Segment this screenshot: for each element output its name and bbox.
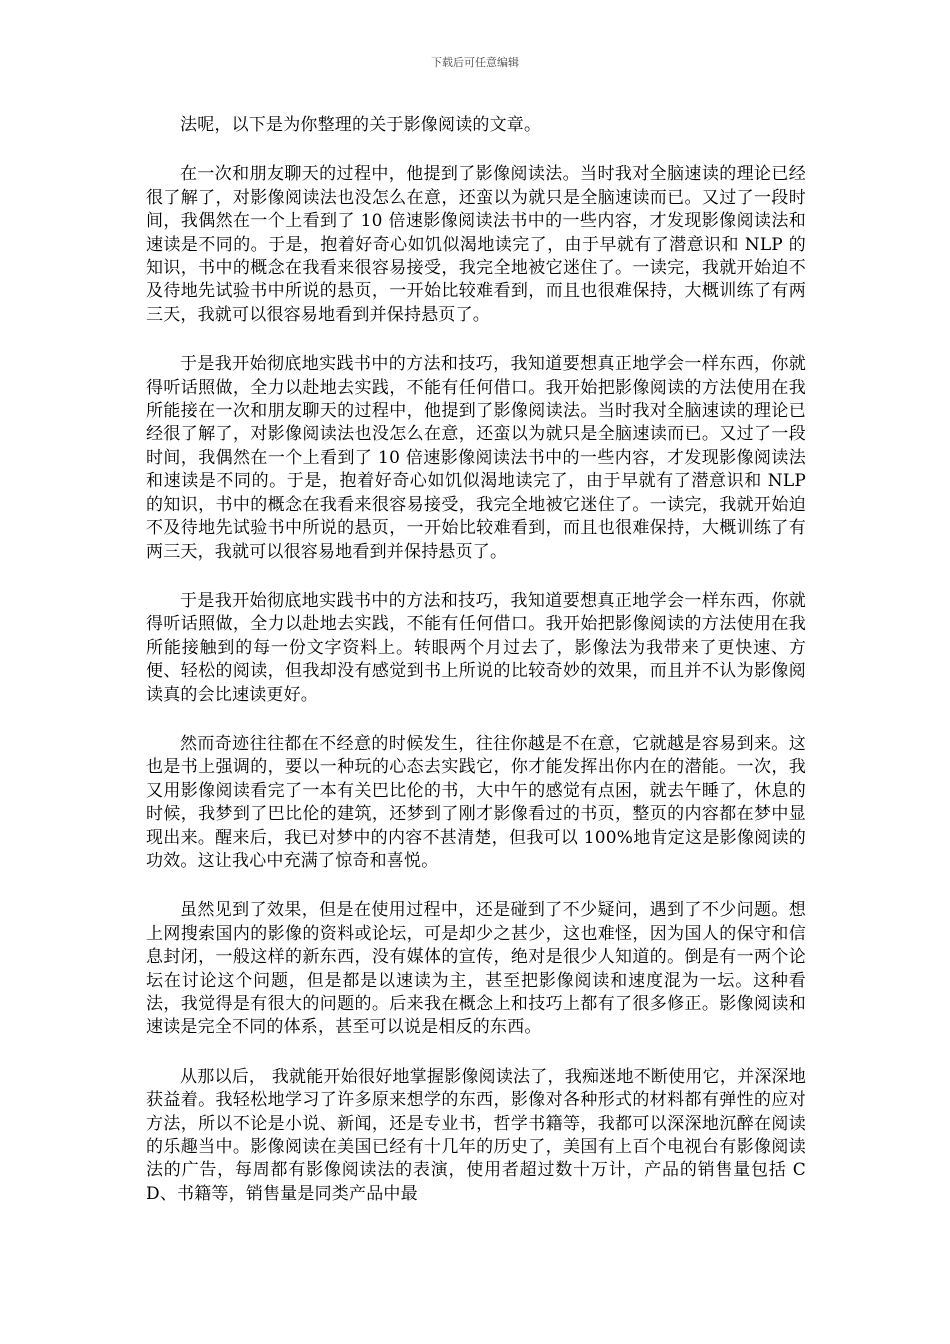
- paragraph: 然而奇迹往往都在不经意的时候发生，往往你越是不在意，它就越是容易到来。这也是书上强调的，要以一种玩的心态去实践它，你才能发挥出你内在的潜能。一次，我又用影像阅读看完了一本有关巴比伦的书，大中午的感觉有点困，就去午睡了，休息的时候，我梦到了巴比伦的建筑，还梦到了刚才影像看过的书页，整页的内容都在梦中显现出来。醒来后，我已对梦中的内容不甚清楚，但我可以 100%地肯定这是影像阅读的功效。这让我心中充满了惊奇和喜悦。: [146, 733, 806, 871]
- paragraph: 于是我开始彻底地实践书中的方法和技巧，我知道要想真正地学会一样东西，你就得听话照做，全力以赴地去实践，不能有任何借口。我开始把影像阅读的方法使用在我所能接在一次和朋友聊天的过程中，他提到了影像阅读法。当时我对全脑速读的理论已经很了解了，对影像阅读法也没怎么在意，还蛮以为就只是全脑速读而已。又过了一段时间，我偶然在一个上看到了 10 倍速影像阅读法书中的一些内容，才发现影像阅读法和速读是不同的。于是，抱着好奇心如饥似渴地读完了，由于早就有了潜意识和 NLP 的知识，书中的概念在我看来很容易接受，我完全地被它迷住了。一读完，我就开始迫不及待地先试验书中所说的悬页，一开始比较难看到，而且也很难保持，大概训练了有两三天，我就可以很容易地看到并保持悬页了。: [146, 354, 806, 562]
- paragraph: 于是我开始彻底地实践书中的方法和技巧，我知道要想真正地学会一样东西，你就得听话照做，全力以赴地去实践，不能有任何借口。我开始把影像阅读的方法使用在我所能接触到的每一份文字资料上。转眼两个月过去了，影像法为我带来了更快速、方便、轻松的阅读，但我却没有感觉到书上所说的比较奇妙的效果，而且并不认为影像阅读真的会比速读更好。: [146, 590, 806, 705]
- paragraph: 法呢，以下是为你整理的关于影像阅读的文章。: [180, 115, 542, 135]
- paragraph: 在一次和朋友聊天的过程中，他提到了影像阅读法。当时我对全脑速读的理论已经很了解了，对影像阅读法也没怎么在意，还蛮以为就只是全脑速读而已。又过了一段时间，我偶然在一个上看到了 10 倍速影像阅读法书中的一些内容，才发现影像阅读法和速读是不同的。于是，抱着好奇心如饥似渴地读完了，由于早就有了潜意识和 NLP 的知识，书中的概念在我看来很容易接受，我完全地被它迷住了。一读完，我就开始迫不及待地先试验书中所说的悬页，一开始比较难看到，而且也很难保持，大概训练了有两三天，我就可以很容易地看到并保持悬页了。: [146, 164, 806, 325]
- paragraph: 虽然见到了效果，但是在使用过程中，还是碰到了不少疑问，遇到了不少问题。想上网搜索国内的影像的资料或论坛，可是却少之甚少，这也难怪，因为国人的保守和信息封闭，一般这样的新东西，没有媒体的宣传，绝对是很少人知道的。倒是有一两个论坛在讨论这个问题，但是都是以速读为主，甚至把影像阅读和速度混为一坛。这种看法，我觉得是有很大的问题的。后来我在概念上和技巧上都有了很多修正。影像阅读和速读是完全不同的体系，甚至可以说是相反的东西。: [146, 900, 806, 1038]
- paragraph: 从那以后， 我就能开始很好地掌握影像阅读法了，我痴迷地不断使用它，并深深地获益着。我轻松地学习了许多原来想学的东西，影像对各种形式的材料都有弹性的应对方法，所以不论是小说、新闻，还是专业书，哲学书籍等，我都可以深深地沉醉在阅读的乐趣当中。影像阅读在美国已经有十几年的历史了，美国有上百个电视台有影像阅读法的广告，每周都有影像阅读法的表演，使用者超过数十万计，产品的销售量包括 CD、书籍等，销售量是同类产品中最: [146, 1066, 806, 1204]
- page-header: 下载后可任意编辑: [431, 56, 519, 69]
- document-body: [146, 114, 806, 1232]
